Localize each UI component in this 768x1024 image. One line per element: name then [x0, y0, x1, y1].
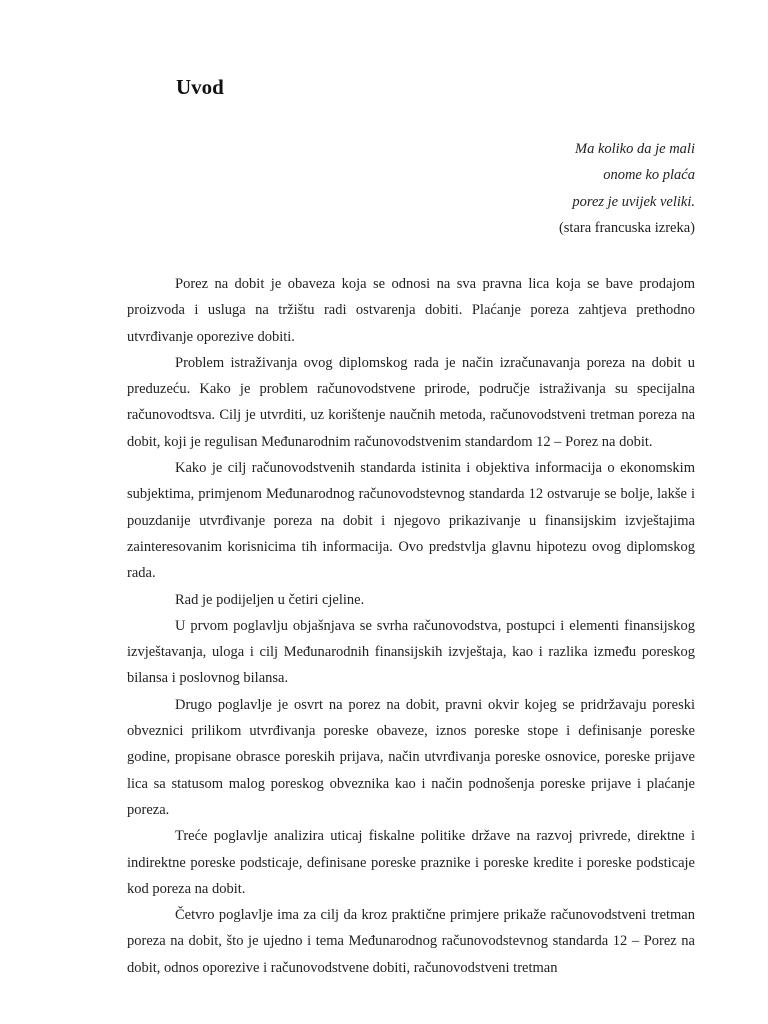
- paragraph: Rad je podijeljen u četiri cjeline.: [175, 591, 365, 608]
- paragraph: Četvro poglavlje ima za cilj da kroz praktične primjere prikaže računovodstveni tretman poreza na dobit, što je ujedno i tema Međunarodnog računovodstevnog standarda 12 – Porez na dobit, odnos oporezive i računovodstvene dobiti, računovodstveni tretman: [127, 907, 695, 976]
- epigraph-source: (stara francuska izreka): [558, 219, 695, 236]
- paragraph: U prvom poglavlju objašnjava se svrha računovodstva, postupci i elementi finansijskog izvještavanja, uloga i cilj Međunarodnih finansijskih izvještaja, kao i razlika između poreskog bilansa i poslovnog bilansa.: [127, 617, 695, 687]
- paragraph: Porez na dobit je obaveza koja se odnosi na sva pravna lica koja se bave prodajom proizvoda i usluga na tržištu radi ostvarenja dobiti. Plaćanje poreza zahtjeva prethodno utvrđivanje oporezive dobiti.: [127, 276, 695, 345]
- body-text: [127, 271, 695, 981]
- paragraph: Drugo poglavlje je osvrt na porez na dobit, pravni okvir kojeg se pridržavaju poreski obveznici prilikom utvrđivanja poreske obaveze, iznos poreske stope i definisanje poreske godine, propisane obrasce poreskih prijava, način utvrđivanja poreske osnovice, poreske prijave lica sa statusom malog poreskog obveznika kao i način podnošenja poreske prijave i plaćanje poreza.: [127, 696, 695, 818]
- section-heading: Uvod: [176, 75, 224, 99]
- epigraph-line: Ma koliko da je mali: [574, 141, 695, 157]
- paragraph: Kako je cilj računovodstvenih standarda istinita i objektiva informacija o ekonomskim subjektima, primjenom Međunarodnog računovodstevnog standarda 12 ostvaruje se bolje, lakše i pouzdanije utvrđivanje poreza na dobit i njegovo prikazivanje u finansijskim izvještajima zainteresovanim korisnicima tih informacija. Ovo predstvlja glavnu hipotezu ovog diplomskog rada.: [127, 460, 695, 582]
- epigraph-line: onome ko plaća: [603, 167, 695, 184]
- epigraph: [335, 136, 695, 241]
- paragraph: Problem istraživanja ovog diplomskog rada je način izračunavanja poreza na dobit u preduzeću. Kako je problem računovodstvene prirode, područje istraživanja su specijalna računovodtsva. Cilj je utvrditi, uz korištenje naučnih metoda, računovodstveni tretman poreza na dobit, koji je regulisan Međunarodnim računovodstvenim standardom 12 – Porez na dobit.: [127, 354, 695, 450]
- paragraph: Treće poglavlje analizira uticaj fiskalne politike države na razvoj privrede, direktne i indirektne poreske podsticaje, definisane poreske praznike i poreske kredite i poreske podsticaje kod poreza na dobit.: [127, 828, 695, 897]
- epigraph-line: porez je uvijek veliki.: [572, 193, 695, 210]
